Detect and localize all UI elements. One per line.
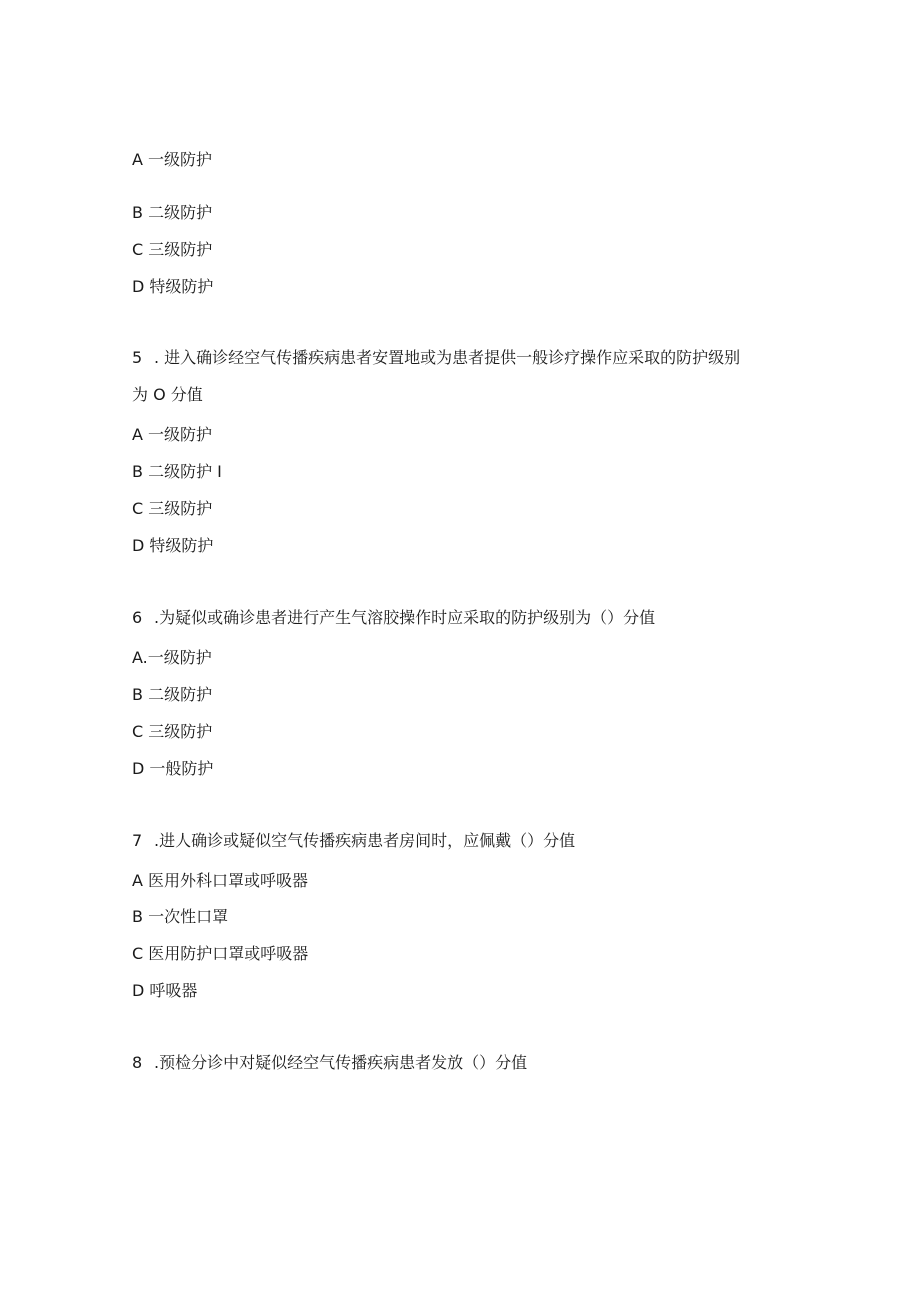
question-number: 5 bbox=[132, 348, 143, 367]
question-text: .为疑似或确诊患者进行产生气溶胶操作时应采取的防护级别为（）分值 bbox=[154, 608, 656, 627]
q7-option-c: C 医用防护口罩或呼吸器 bbox=[132, 944, 309, 963]
q7-option-d: D 呼吸器 bbox=[132, 981, 198, 1000]
question-7 bbox=[132, 830, 575, 852]
option-a-prev: A 一级防护 bbox=[132, 150, 213, 169]
q6-option-c: C 三级防护 bbox=[132, 722, 213, 741]
q6-option-d: D 一般防护 bbox=[132, 759, 214, 778]
question-8 bbox=[132, 1052, 527, 1074]
question-number: 8 bbox=[132, 1053, 143, 1072]
question-text: .进人确诊或疑似空气传播疾病患者房间时，应佩戴（）分值 bbox=[154, 831, 576, 850]
q6-option-b: B 二级防护 bbox=[132, 685, 213, 704]
question-text: .预检分诊中对疑似经空气传播疾病患者发放（）分值 bbox=[154, 1053, 528, 1072]
q6-option-a: A.一级防护 bbox=[132, 648, 212, 667]
question-text: . 进入确诊经空气传播疾病患者安置地或为患者提供一般诊疗操作应采取的防护级别 bbox=[154, 348, 741, 367]
option-d-prev: D 特级防护 bbox=[132, 277, 214, 296]
q5-option-c: C 三级防护 bbox=[132, 499, 213, 518]
question-5-continuation: 为 O 分值 bbox=[132, 385, 203, 404]
q7-option-b: B 一次性口罩 bbox=[132, 907, 229, 926]
q5-option-d: D 特级防护 bbox=[132, 536, 214, 555]
q7-option-a: A 医用外科口罩或呼吸器 bbox=[132, 871, 309, 890]
question-6 bbox=[132, 607, 655, 629]
option-c-prev: C 三级防护 bbox=[132, 240, 213, 259]
question-5 bbox=[132, 347, 740, 369]
q5-option-b: B 二级防护 I bbox=[132, 462, 222, 481]
q5-option-a: A 一级防护 bbox=[132, 425, 213, 444]
question-number: 6 bbox=[132, 608, 143, 627]
option-b-prev: B 二级防护 bbox=[132, 203, 213, 222]
question-number: 7 bbox=[132, 831, 143, 850]
